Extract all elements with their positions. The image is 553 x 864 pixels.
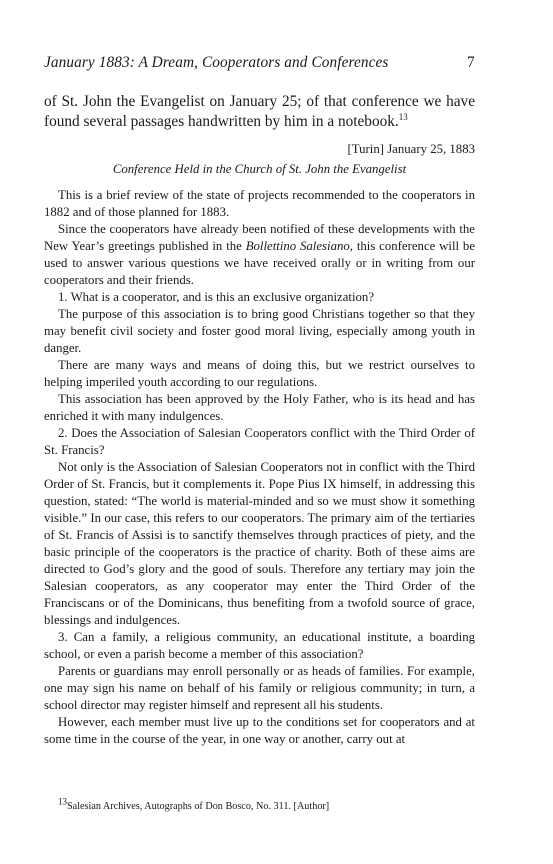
question: 3. Can a family, a religious community, an educational institute, a boarding school, or even a parish become a member of this association?: [44, 630, 475, 661]
question: 2. Does the Association of Salesian Cooperators conflict with the Third Order of St. Francis?: [44, 426, 475, 457]
footnote-reference: 13: [398, 111, 408, 122]
paragraph: This association has been approved by the Holy Father, who is its head and has enriched it with many indulgences.: [44, 392, 475, 423]
running-head: January 1883: A Dream, Cooperators and Conferences: [44, 54, 389, 71]
paragraph: Parents or guardians may enroll personally or as heads of families. For example, one may sign his name on behalf of his family or religious community; in turn, a school director may register himself and represent all his students.: [44, 664, 475, 712]
conference-title: Conference Held in the Church of St. John the Evangelist: [112, 162, 407, 176]
paragraph-text: , this conference will be used to answer various questions we have received orally or in writing from our cooperators and their friends.: [44, 239, 476, 287]
opening-paragraph: [44, 92, 475, 132]
paragraph: The purpose of this association is to bring good Christians together so that they may benefit civil society and foster good moral living, especially among youth in danger.: [44, 307, 475, 355]
opening-text: of St. John the Evangelist on January 25; of that conference we have found several passages handwritten by him in a notebook.: [44, 93, 475, 130]
dateline: [Turin] January 25, 1883: [347, 142, 475, 156]
paragraph: [44, 221, 475, 289]
paragraph: However, each member must live up to the conditions set for cooperators and at some time in the course of the year, in one way or another, carry out at: [44, 715, 475, 746]
footnote-text: Salesian Archives, Autographs of Don Bosco, No. 311. [Author]: [67, 801, 330, 812]
paragraph-text: Since the cooperators have already been notified of these developments with the New Year’s greetings published in the: [44, 222, 475, 253]
page-number: 7: [467, 54, 475, 71]
footnote: [58, 796, 478, 812]
paragraph: Not only is the Association of Salesian Cooperators not in conflict with the Third Order of St. Francis, but it complements it. Pope Pius IX himself, in addressing this question, stated: “The world is material-minded and so we must show it something visible.” In our case, this refers to our cooperators. The primary aim of the tertiaries of St. Francis of Assisi is to sanctify themselves through practices of piety, and the basic principle of the cooperators is the practice of charity. Both of these aims are directed to God’s glory and the good of souls. Therefore any tertiary may join the Salesian cooperators, as any cooperator may enter the Third Order of the Franciscans or of the Dominicans, thus benefiting from a twofold source of grace, blessings and indulgences.: [44, 460, 475, 627]
footnote-mark: 13: [58, 796, 67, 807]
publication-title: Bollettino Salesiano: [245, 239, 350, 253]
body-text: [44, 187, 475, 748]
question: 1. What is a cooperator, and is this an exclusive organization?: [58, 290, 374, 304]
paragraph: There are many ways and means of doing this, but we restrict ourselves to helping imperiled youth according to our regulations.: [44, 358, 475, 389]
paragraph: This is a brief review of the state of projects recommended to the cooperators in 1882 and of those planned for 1883.: [44, 188, 475, 219]
